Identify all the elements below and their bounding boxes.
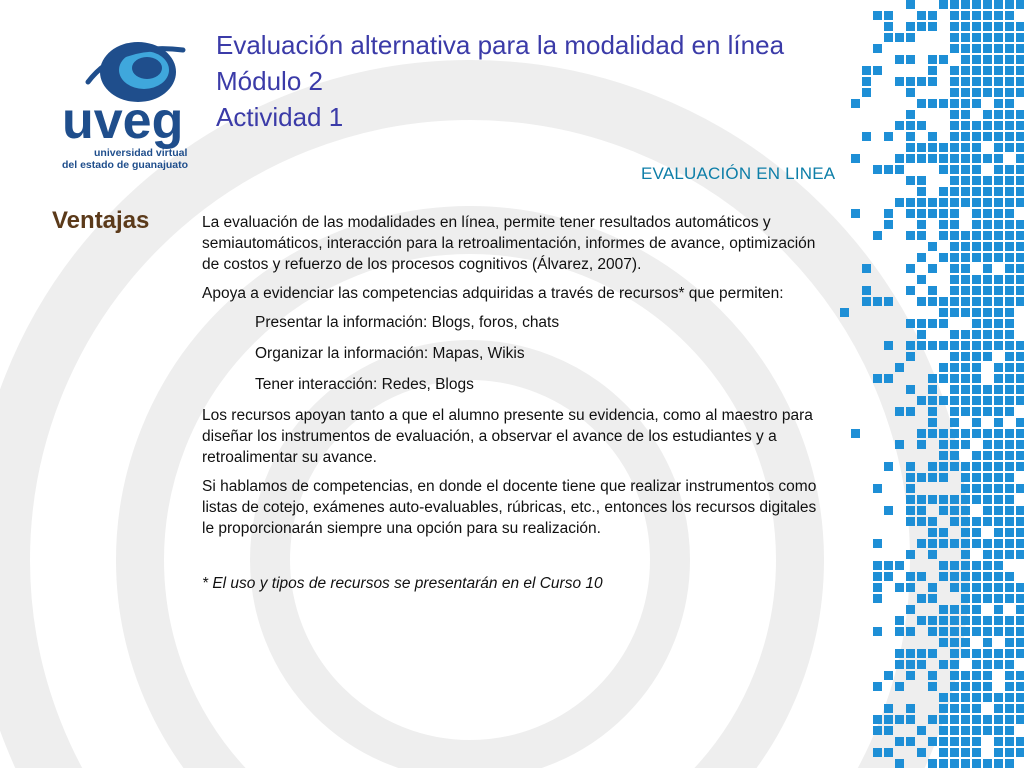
pixel-mosaic-decoration (840, 0, 1024, 768)
content-body (202, 212, 830, 602)
logo-wordmark: uveg (62, 92, 184, 150)
logo-subtitle-line1: universidad virtual (94, 147, 188, 159)
resource-item-2: Organizar la información: Mapas, Wikis (255, 345, 525, 362)
paragraph-2: Apoya a evidenciar las competencias adquiridas a través de recursos* que permiten: (202, 285, 784, 302)
paragraph-4: Si hablamos de competencias, en donde el docente tiene que realizar instrumentos como listas de cotejo, exámenes auto-evaluables, rúbricas, etc., entonces los recursos digitales le proporcionarán siempre una opción para su realización. (202, 478, 817, 537)
side-heading: Ventajas (52, 207, 150, 234)
uveg-logo (48, 22, 218, 174)
resource-item-1: Presentar la información: Blogs, foros, chats (255, 314, 560, 331)
footnote: * El uso y tipos de recursos se presentarán en el Curso 10 (202, 575, 603, 592)
paragraph-3: Los recursos apoyan tanto a que el alumno presente su evidencia, como al maestro para diseñar los instrumentos de evaluación, a observar el avance de los estudiantes y a retroalimentar su avance. (202, 407, 813, 466)
title-line-3: Actividad 1 (216, 102, 344, 132)
logo-subtitle-line2: del estado de guanajuato (62, 159, 189, 171)
section-label: EVALUACIÓN EN LINEA (641, 164, 836, 183)
slide-title (216, 27, 784, 135)
title-line-1: Evaluación alternativa para la modalidad en línea (216, 30, 785, 60)
paragraph-1: La evaluación de las modalidades en línea, permite tener resultados automáticos y semiautomáticos, interacción para la retroalimentación, informes de avance, optimización de costos y refuerzo de los procesos cognitivos (Álvarez, 2007). (202, 214, 816, 273)
resource-item-3: Tener interacción: Redes, Blogs (255, 376, 474, 393)
title-line-2: Módulo 2 (216, 66, 323, 96)
